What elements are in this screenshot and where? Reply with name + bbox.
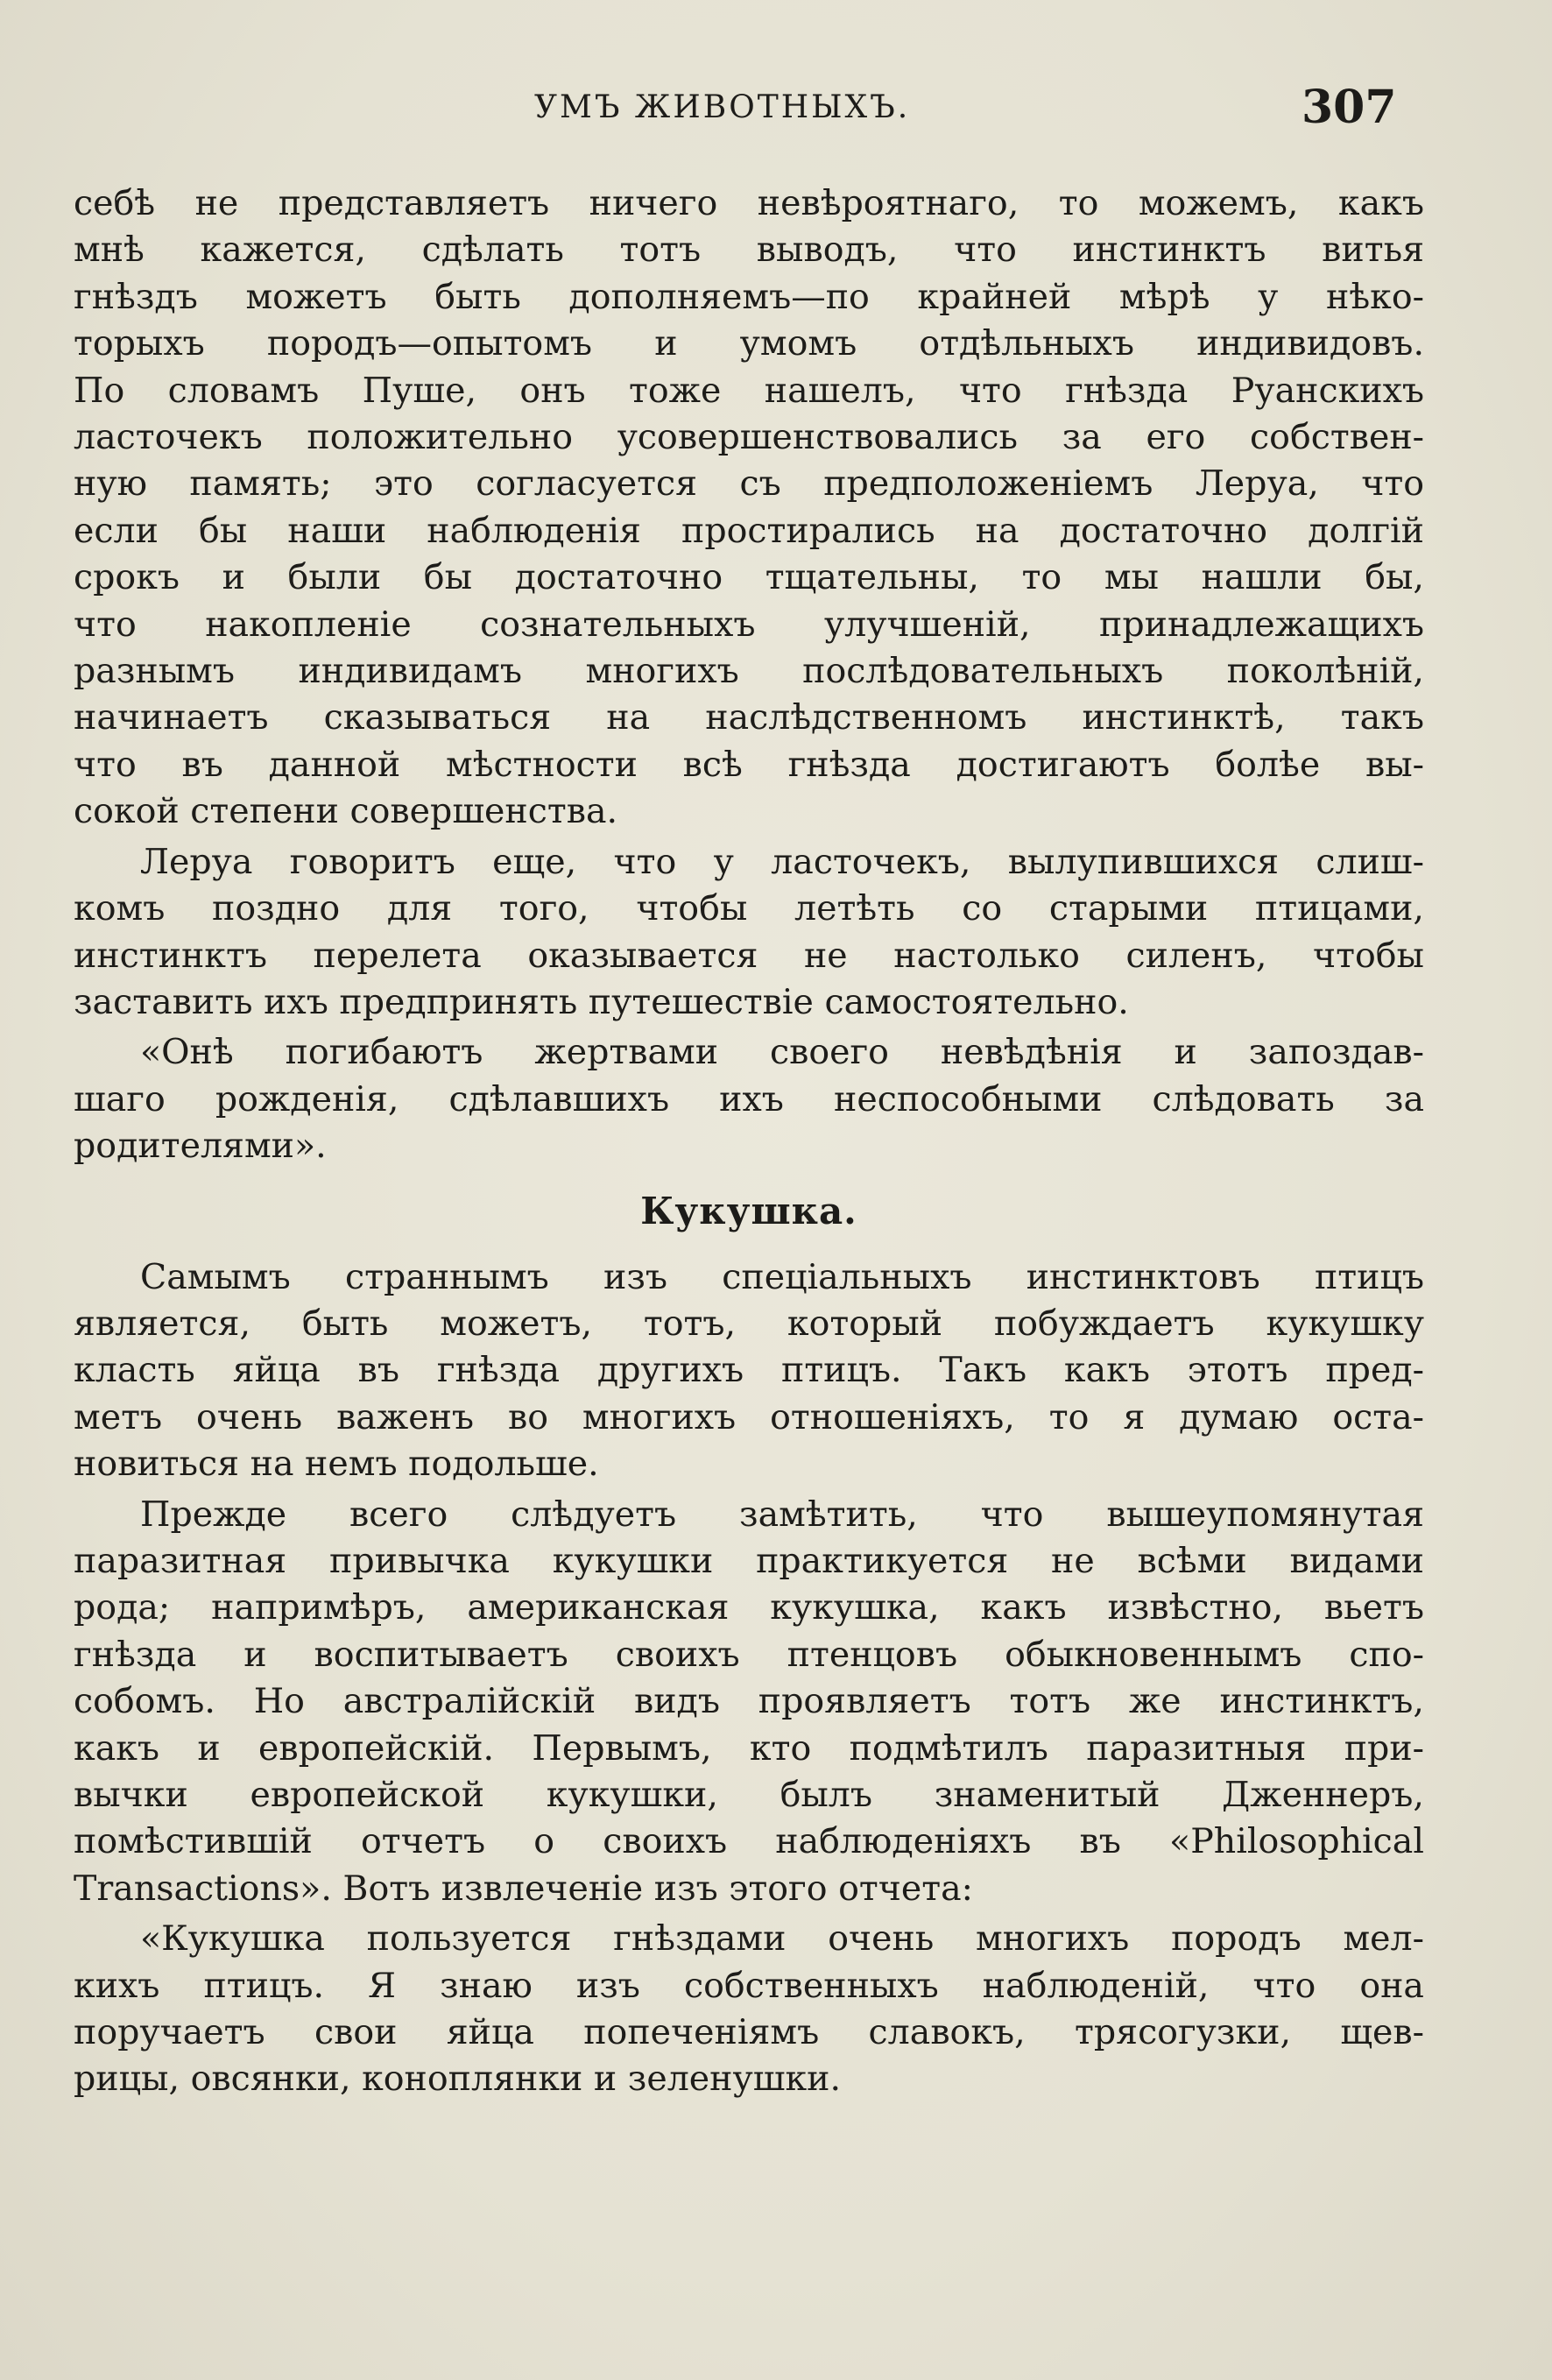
text-line: «Онѣ погибаютъ жертвами своего невѣдѣнія и запоздав- [140, 1032, 1424, 1073]
text-line: ласточекъ положительно усовершенствовались за его собствен- [74, 417, 1424, 458]
text-line: «Кукушка пользуется гнѣздами очень многихъ породъ мел- [140, 1918, 1424, 1960]
text-line: торыхъ породъ—опытомъ и умомъ отдѣльныхъ индивидовъ. [74, 323, 1424, 364]
text-line: если бы наши наблюденія простирались на достаточно долгій [74, 510, 1424, 551]
running-head [0, 81, 1552, 133]
text-line: начинаетъ сказываться на наслѣдственномъ инстинктѣ, такъ [74, 697, 1424, 738]
text-line: помѣстившій отчетъ о своихъ наблюденіяхъ въ «Philosophical [74, 1821, 1424, 1862]
paragraph [74, 839, 1424, 1027]
text-line: рицы, овсянки, коноплянки и зеленушки. [74, 2059, 842, 2100]
paragraph [74, 180, 1424, 836]
text-line: родителями». [74, 1126, 327, 1167]
running-title: УМЪ ЖИВОТНЫХЪ. [534, 89, 911, 125]
section-heading: Кукушка. [640, 1189, 857, 1232]
text-line: По словамъ Пуше, онъ тоже нашелъ, что гнѣзда Руанскихъ [74, 370, 1424, 411]
text-line: что въ данной мѣстности всѣ гнѣзда достигаютъ болѣе вы- [74, 744, 1424, 785]
text-line: ную память; это согласуется съ предположеніемъ Леруа, что [74, 463, 1424, 505]
text-line: является, быть можетъ, тотъ, который побуждаетъ кукушку [74, 1303, 1424, 1344]
text-line: Леруа говоритъ еще, что у ласточекъ, вылупившихся слиш- [140, 841, 1424, 882]
text-line: мнѣ кажется, сдѣлать тотъ выводъ, что инстинктъ витья [74, 230, 1424, 271]
text-line: какъ и европейскій. Первымъ, кто подмѣтилъ паразитныя при- [74, 1727, 1424, 1769]
text-line: поручаетъ свои яйца попеченіямъ славокъ, трясогузки, щев- [74, 2012, 1424, 2053]
body-text [74, 180, 1424, 2103]
paragraph [74, 1916, 1424, 2103]
text-line: гнѣздъ можетъ быть дополняемъ—по крайней мѣрѣ у нѣко- [74, 276, 1424, 317]
text-line: шаго рожденія, сдѣлавшихъ ихъ неспособными слѣдовать за [74, 1078, 1424, 1119]
text-line: собомъ. Но австралійскій видъ проявляетъ тотъ же инстинктъ, [74, 1681, 1424, 1722]
text-line: новиться на немъ подольше. [74, 1444, 599, 1485]
text-line: себѣ не представляетъ ничего невѣроятнаго, то можемъ, какъ [74, 183, 1424, 223]
text-line: класть яйца въ гнѣзда другихъ птицъ. Такъ какъ этотъ пред- [74, 1350, 1424, 1391]
paragraph [74, 1492, 1424, 1913]
text-line: рода; напримѣръ, американская кукушка, какъ извѣстно, вьетъ [74, 1587, 1424, 1628]
text-line: Самымъ страннымъ изъ спеціальныхъ инстинктовъ птицъ [140, 1256, 1424, 1297]
page-number: 307 [1302, 81, 1397, 134]
text-line: метъ очень важенъ во многихъ отношеніяхъ, то я думаю оста- [74, 1396, 1424, 1437]
text-line: паразитная привычка кукушки практикуется не всѣми видами [74, 1540, 1424, 1581]
text-line: разнымъ индивидамъ многихъ послѣдовательныхъ поколѣній, [74, 651, 1424, 692]
text-line: Transactions». Вотъ извлеченіе изъ этого отчета: [74, 1868, 973, 1909]
text-line: сокой степени совершенства. [74, 791, 618, 832]
text-line: что накопленіе сознательныхъ улучшеній, принадлежащихъ [74, 604, 1424, 645]
text-line: Прежде всего слѣдуетъ замѣтить, что вышеупомянутая [140, 1494, 1424, 1535]
paragraph [74, 1029, 1424, 1169]
text-line: заставить ихъ предпринять путешествіе самостоятельно. [74, 981, 1129, 1022]
text-line: гнѣзда и воспитываетъ своихъ птенцовъ обыкновеннымъ спо- [74, 1634, 1424, 1675]
text-line: срокъ и были бы достаточно тщательны, то мы нашли бы, [74, 557, 1424, 598]
paragraph [74, 1254, 1424, 1488]
text-line: вычки европейской кукушки, былъ знаменитый Дженнеръ, [74, 1775, 1424, 1815]
text-line: кихъ птицъ. Я знаю изъ собственныхъ наблюденій, что она [74, 1965, 1424, 2006]
text-line: инстинктъ перелета оказывается не настолько силенъ, чтобы [74, 935, 1424, 976]
text-line: комъ поздно для того, чтобы летѣть со старыми птицами, [74, 888, 1424, 929]
